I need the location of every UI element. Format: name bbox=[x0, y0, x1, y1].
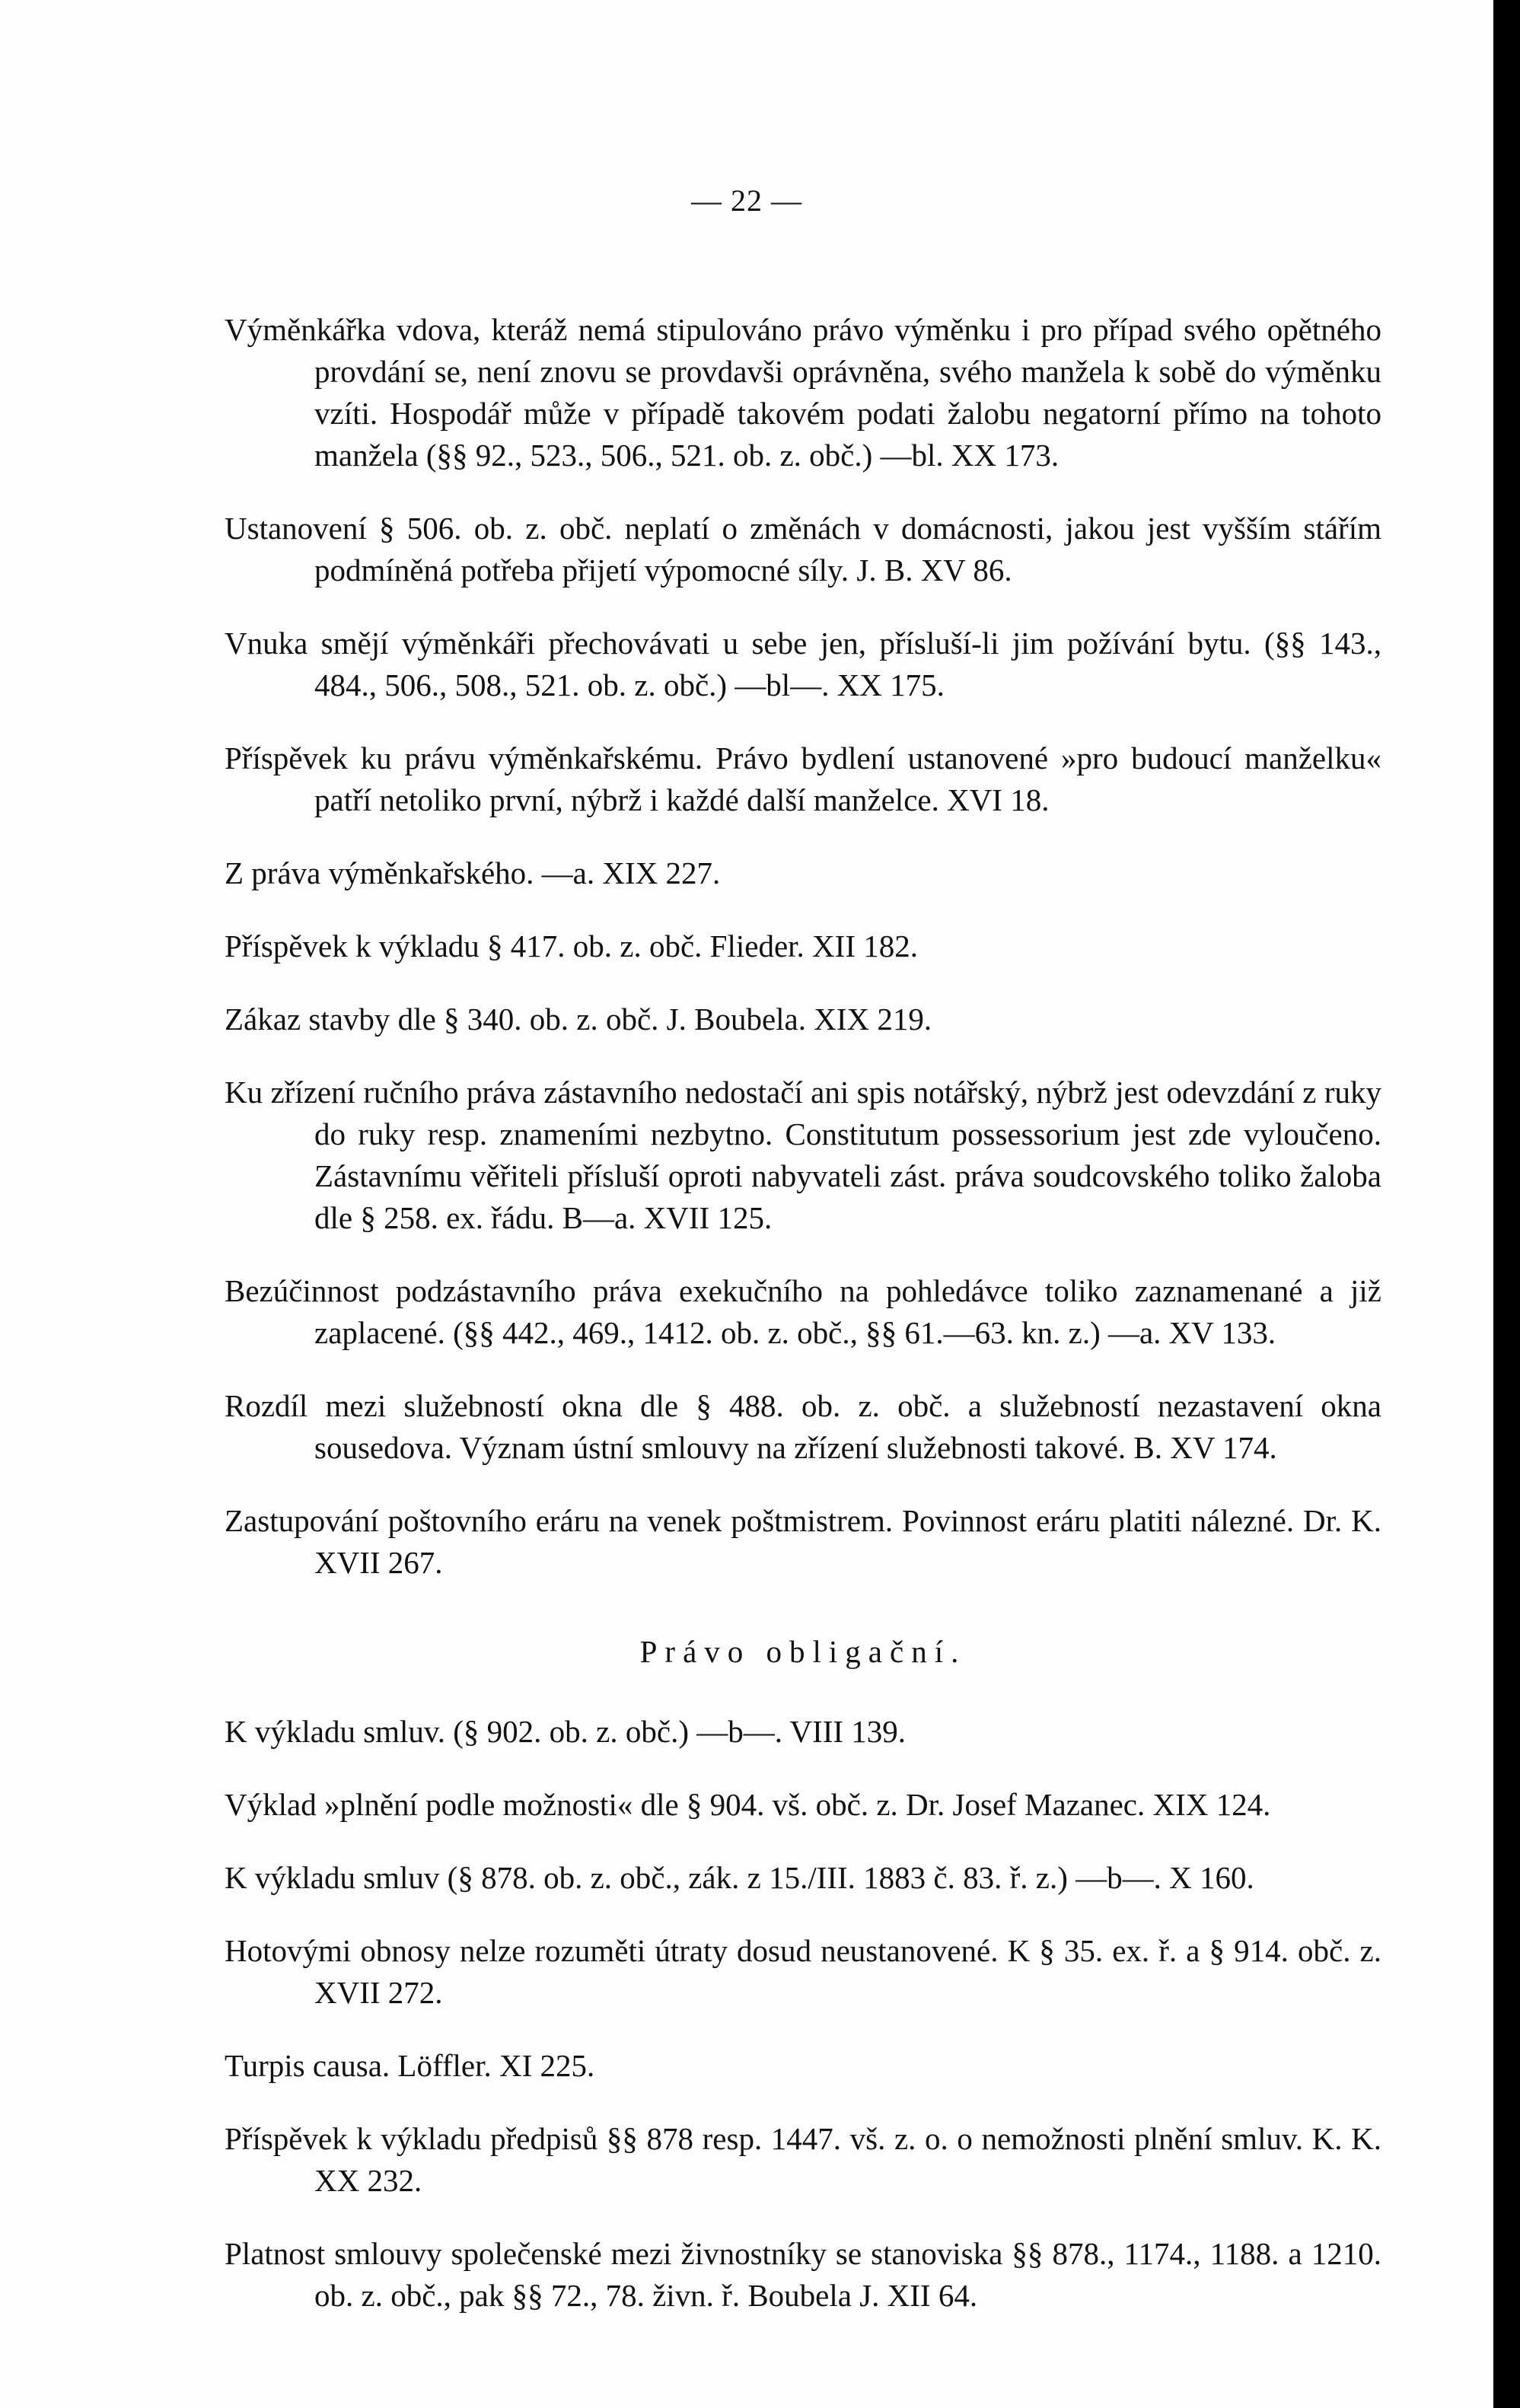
entry-k-vykladu-smluv-878: K výkladu smluv (§ 878. ob. z. obč., zák. z 15./III. 1883 č. 83. ř. z.) —b—. X 160. bbox=[225, 1860, 1254, 1895]
entries-list bbox=[225, 278, 1381, 2317]
entry-prispevek-pravu: Příspěvek ku právu výměnkařskému. Právo bydlení ustanovené »pro budoucí manželku« patří netoliko první, nýbrž i každé další manželce. XVI 18. bbox=[225, 741, 1381, 817]
entry-zastupovani: Zastupování poštovního eráru na venek poštmistrem. Povinnost eráru platiti nálezné. Dr. K. XVII 267. bbox=[225, 1503, 1381, 1580]
entry-z-prava: Z práva výměnkařského. —a. XIX 227. bbox=[225, 855, 721, 890]
section-heading: Právo obligační. bbox=[639, 1634, 967, 1669]
entry-ku-zrizeni: Ku zřízení ručního práva zástavního nedostačí ani spis notářský, nýbrž jest odevzdání z ruky do ruky resp. znameními nezbytno. Constitutum possessorium jest zde vyloučeno. Zástavnímu věřiteli přísluší oproti nabyvateli zást. práva soudcovského toliko žaloba dle § 258. ex. řádu. B—a. XVII 125. bbox=[225, 1075, 1381, 1235]
entry-zakaz-stavby: Zákaz stavby dle § 340. ob. z. obč. J. Boubela. XIX 219. bbox=[225, 1002, 932, 1037]
entry-vyklad-plneni: Výklad »plnění podle možnosti« dle § 904. vš. obč. z. Dr. Josef Mazanec. XIX 124. bbox=[225, 1787, 1271, 1822]
page-number: — 22 — bbox=[691, 183, 802, 218]
entry-platnost-smlouvy: Platnost smlouvy společenské mezi živnostníky se stanoviska §§ 878., 1174., 1188. a 1210. ob. z. obč., pak §§ 72., 78. živn. ř. Boubela J. XII 64. bbox=[225, 2236, 1381, 2313]
entry-bezucinnost: Bezúčinnost podzástavního práva exekučního na pohledávce toliko zaznamenané a již zaplacené. (§§ 442., 469., 1412. ob. z. obč., §§ 61.—63. kn. z.) —a. XV 133. bbox=[225, 1273, 1381, 1350]
entry-prispevek-417: Příspěvek k výkladu § 417. ob. z. obč. Flieder. XII 182. bbox=[225, 928, 918, 964]
entry-ustanoveni: Ustanovení § 506. ob. z. obč. neplatí o změnách v domácnosti, jakou jest vyšším stářím podmíněná potřeba přijetí výpomocné síly. J. B. XV 86. bbox=[225, 511, 1381, 588]
obligation-entries bbox=[225, 1711, 1381, 2317]
entry-hotovymi-obnosy: Hotovými obnosy nelze rozuměti útraty dosud neustanovené. K § 35. ex. ř. a § 914. obč. z. XVII 272. bbox=[225, 1933, 1381, 2010]
entry-vnuka: Vnuka smějí výměnkáři přechovávati u sebe jen, přísluší-li jim požívání bytu. (§§ 143., 484., 506., 508., 521. ob. z. obč.) —bl—. XX 175. bbox=[225, 626, 1381, 702]
entry-k-vykladu-smluv-902: K výkladu smluv. (§ 902. ob. z. obč.) —b—. VIII 139. bbox=[225, 1714, 907, 1749]
entry-turpis-causa: Turpis causa. Löffler. XI 225. bbox=[225, 2048, 595, 2083]
entry-prispevek-878: Příspěvek k výkladu předpisů §§ 878 resp. 1447. vš. z. o. o nemožnosti plnění smluv. K. K. XX 232. bbox=[225, 2121, 1381, 2198]
entry-vymenkarka: Výměnkářka vdova, kteráž nemá stipulováno právo výměnku i pro případ svého opětného provdání se, není znovu se provdavši oprávněna, svého manžela k sobě do výměnku vzíti. Hospodář může v případě takovém podati žalobu negatorní přímo na tohoto manžela (§§ 92., 523., 506., 521. ob. z. obč.) —bl. XX 173. bbox=[225, 312, 1381, 473]
entry-rozdil: Rozdíl mezi služebností okna dle § 488. ob. z. obč. a služebností nezastavení okna sousedova. Význam ústní smlouvy na zřízení služebnosti takové. B. XV 174. bbox=[225, 1388, 1381, 1465]
